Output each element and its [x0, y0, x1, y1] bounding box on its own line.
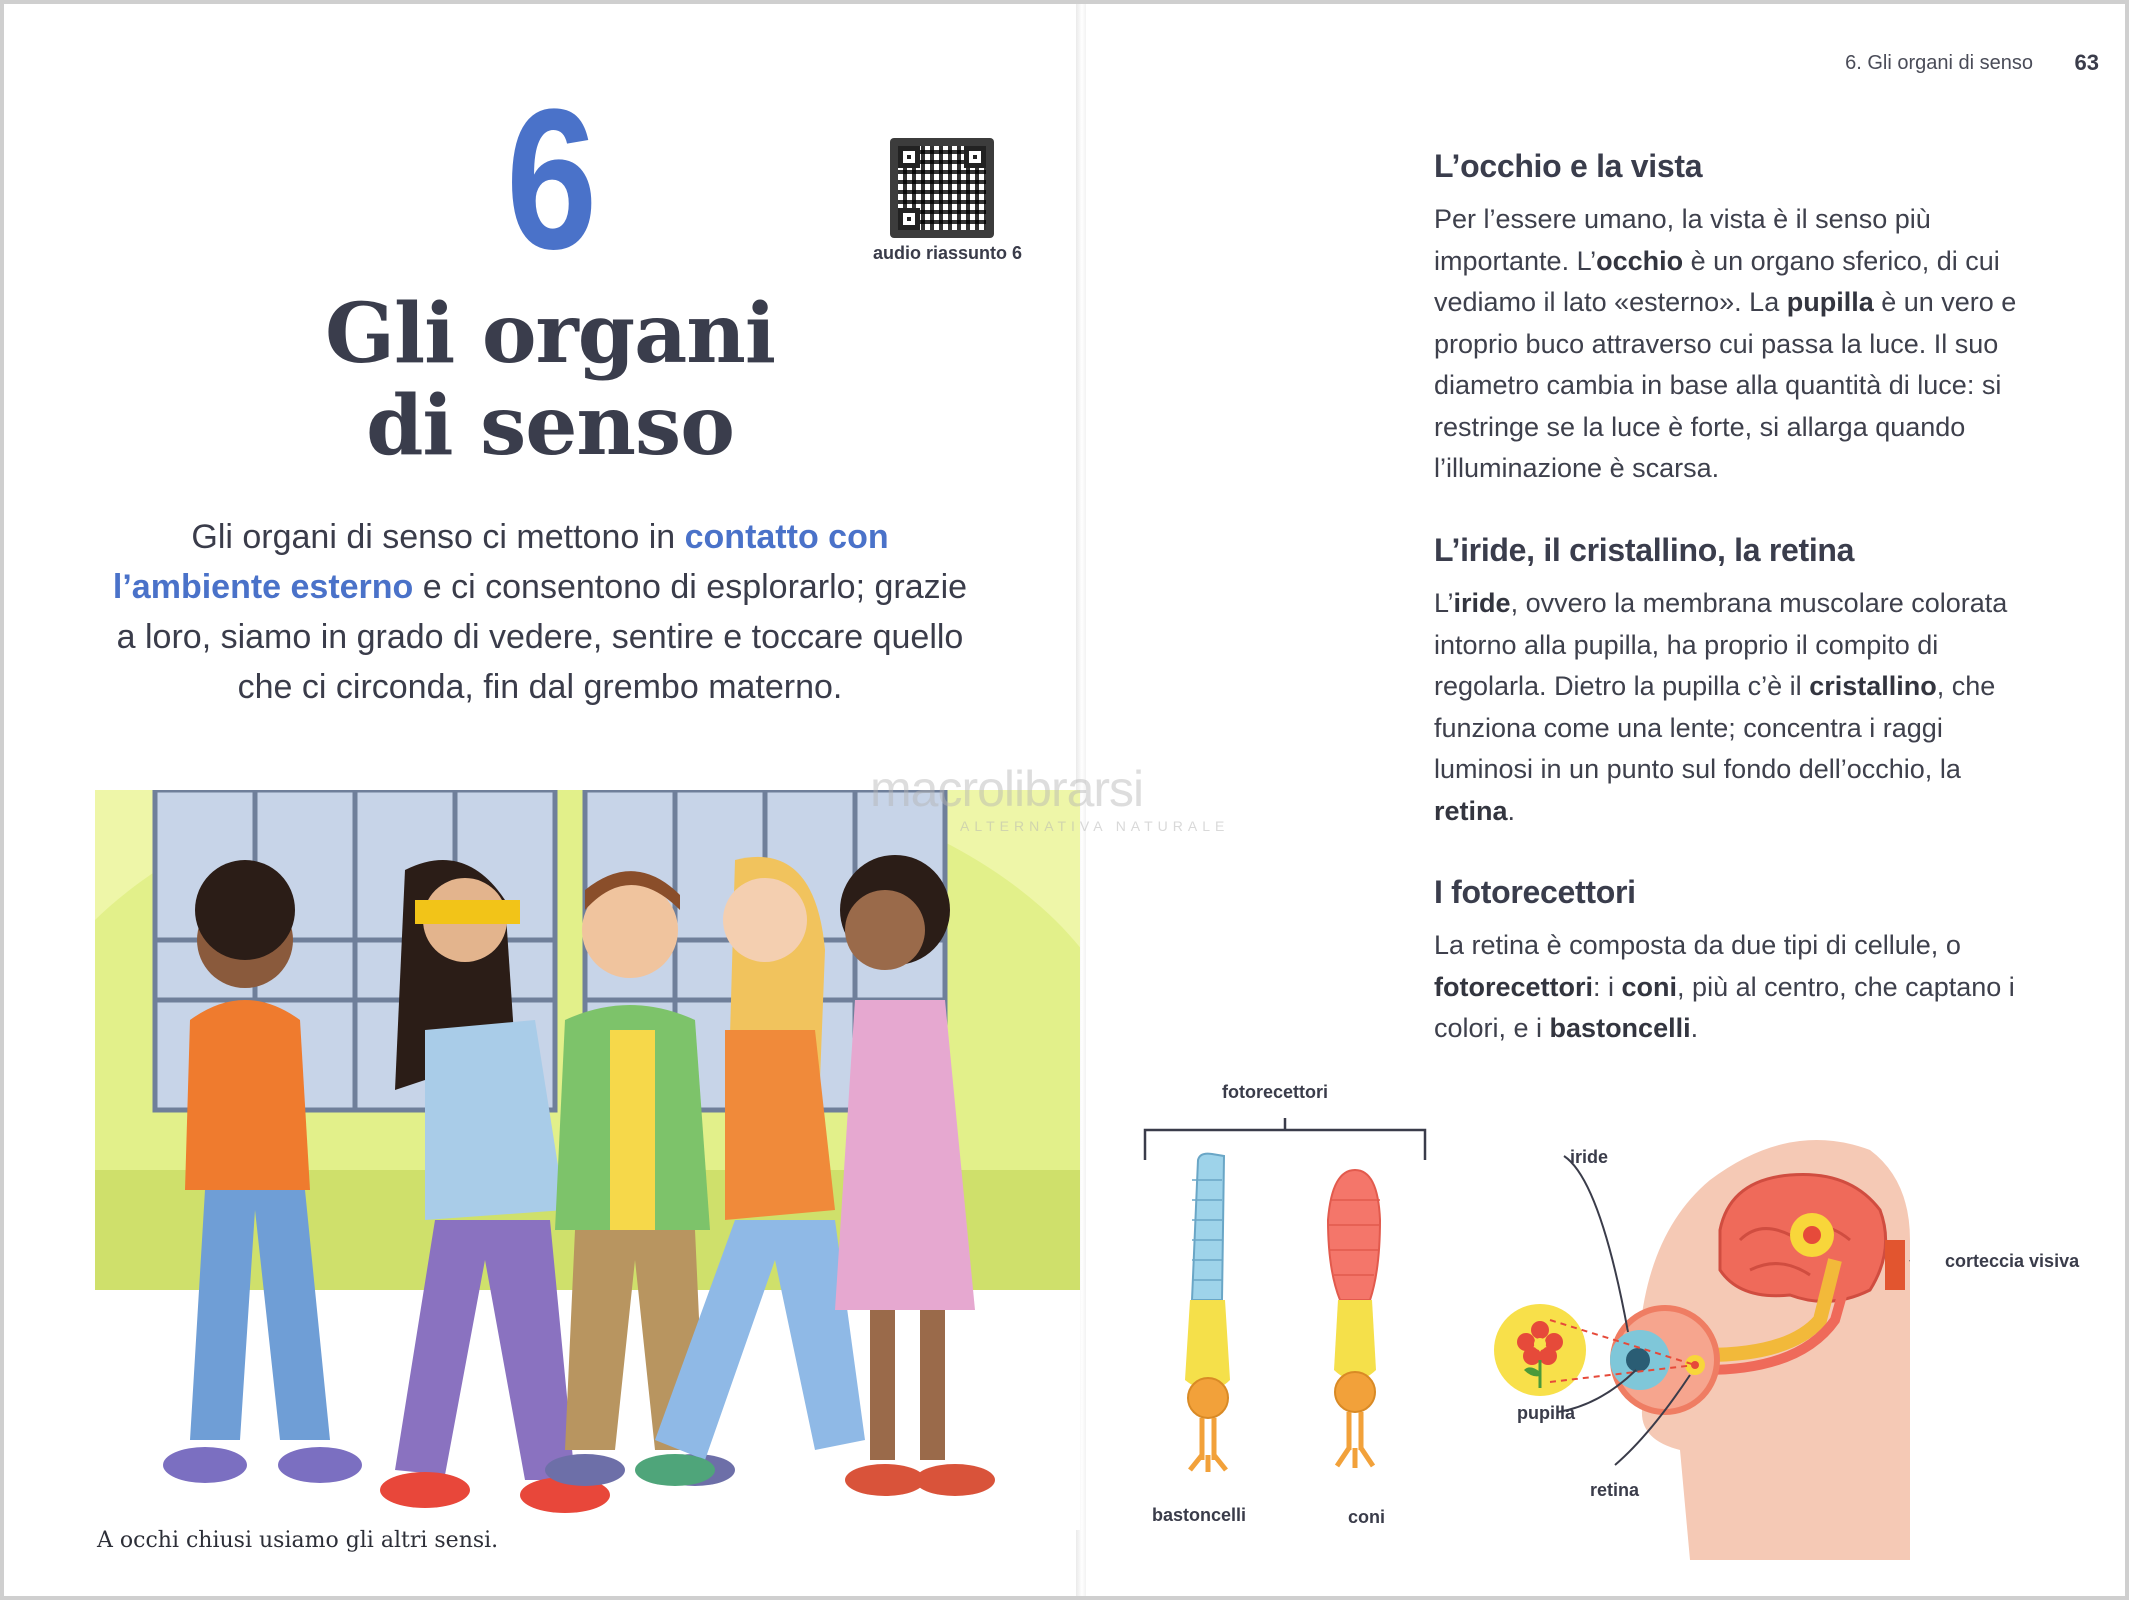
children-illustration [95, 790, 1080, 1530]
chapter-intro [110, 512, 970, 712]
photoreceptors-label: fotorecettori [1222, 1082, 1329, 1102]
section-eye-text: Per l’essere umano, la vista è il senso più importante. L’occhio è un organo sferico, di cui vediamo il lato «esterno». La pupilla è un vero e proprio buco attraverso cui passa la luce. Il suo diametro cambia in base alla quantità di luce: si restringe se la luce è forte, si allarga quando l’illuminazione è scarsa. [1434, 204, 2017, 483]
iris-label: iride [1570, 1147, 1609, 1167]
intro-text-2: e ci consentono di esplorarlo; grazie a loro, siamo in grado di vedere, sentire e toccare quello che ci circonda, fin dal grembo materno. [116, 568, 968, 706]
watermark-tagline: ALTERNATIVA NATURALE [960, 818, 1230, 834]
chapter-title-line1: Gli organi [324, 286, 775, 382]
pupil-label: pupilla [1517, 1403, 1575, 1423]
chapter-title [250, 288, 850, 472]
photoreceptor-diagram [1130, 1100, 1460, 1500]
rod-cell [1185, 1154, 1230, 1472]
chapter-title-line2: di senso [366, 378, 734, 474]
intro-text-1: Gli organi di senso ci mettono in [191, 518, 685, 556]
section-eye-heading: L’occhio e la vista [1434, 148, 1703, 184]
qr-code-icon[interactable] [890, 138, 994, 238]
section-photoreceptors-heading: I fotorecettori [1434, 874, 1636, 910]
rod-label: bastoncelli [1152, 1505, 1247, 1525]
visual-cortex-label: corteccia visiva [1945, 1251, 2080, 1271]
chapter-number: 6 [506, 68, 594, 291]
section-iris-heading: L’iride, il cristallino, la retina [1434, 532, 1855, 568]
children-blindfold-scene [95, 790, 1080, 1530]
qr-pattern [898, 146, 986, 230]
section-iris-text: L’iride, ovvero la membrana muscolare colorata intorno alla pupilla, ha proprio il compito di regolarla. Dietro la pupilla c’è il cristallino, che funziona come una lente; concentra i raggi luminosi in un punto sul fondo dell’occhio, la retina. [1434, 588, 2008, 826]
eye-brain-diagram [1490, 1120, 1910, 1560]
section-iris [1434, 532, 2034, 832]
illustration-caption: A occhi chiusi usiamo gli altri sensi. [97, 1528, 499, 1553]
cone-label: coni [1348, 1507, 1386, 1527]
running-head: 6. Gli organi di senso [1845, 52, 2033, 74]
section-photoreceptors [1434, 874, 2034, 1050]
intro-highlight: contatto con l’ambiente esterno [112, 518, 889, 606]
section-photoreceptors-text: La retina è composta da due tipi di cellule, o fotorecettori: i coni, più al centro, che captano i colori, e i bastoncelli. [1434, 930, 2015, 1043]
cone-cell [1328, 1170, 1380, 1468]
retina-label: retina [1590, 1480, 1640, 1500]
qr-audio-label: audio riassunto 6 [872, 243, 1022, 263]
section-eye [1434, 148, 2034, 490]
watermark-brand: macrolibrarsi [870, 761, 1144, 817]
page-number: 63 [2074, 50, 2099, 75]
